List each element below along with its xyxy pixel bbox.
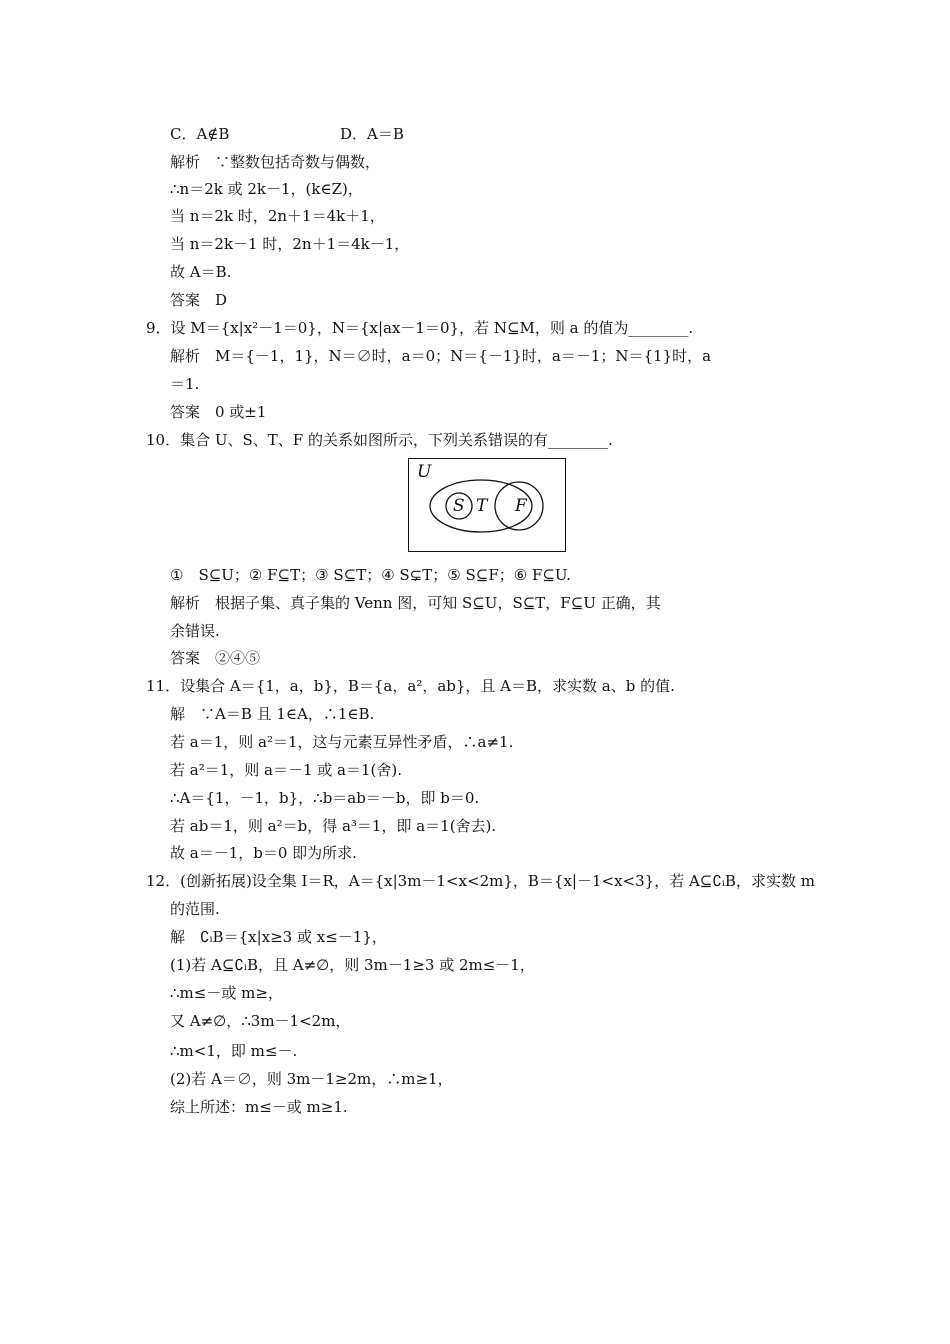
solution-line: 解 ∁ᵢB＝{x|x≥3 或 x≤－1}， [170, 928, 387, 946]
venn-diagram [408, 458, 566, 552]
set-f-label: F [515, 496, 527, 516]
answer-line: 答案 0 或±1 [170, 403, 267, 421]
answer-line: 答案 ②④⑤ [170, 649, 261, 667]
text-line: 若 ab＝1，则 a²＝b，得 a³＝1，即 a＝1(舍去). [170, 817, 497, 835]
text-line: 故 a＝－1，b＝0 即为所求. [170, 844, 357, 862]
option-c: C．A∉B [170, 125, 230, 143]
text-line: 若 a＝1，则 a²＝1，这与元素互异性矛盾，∴a≠1. [170, 733, 514, 751]
text-line: ＝1. [170, 375, 200, 393]
text-line: 余错误. [170, 622, 220, 640]
text-line: ∴m<1，即 m≤－. [170, 1042, 298, 1060]
analysis-line: 解析 根据子集、真子集的 Venn 图，可知 S⊆U，S⊆T，F⊆U 正确，其 [170, 594, 661, 612]
text-line: (1)若 A⊆∁ᵢB，且 A≠∅，则 3m－1≥3 或 2m≤－1， [170, 956, 535, 974]
venn-shapes [409, 459, 567, 553]
question-12: 12．(创新拓展)设全集 I＝R，A＝{x|3m－1<x<2m}，B＝{x|－1<x<3}，若 A⊆∁ᵢB，求实数 m [146, 872, 815, 890]
analysis-line: 解析 M＝{－1，1}，N＝∅时，a＝0；N＝{－1}时，a＝－1；N＝{1}时，a [170, 347, 712, 365]
question-11: 11．设集合 A＝{1，a，b}，B＝{a，a²，ab}，且 A＝B，求实数 a、b 的值. [146, 677, 675, 695]
text-line: 当 n＝2k 时，2n＋1＝4k＋1， [170, 207, 385, 225]
answer-line: 答案 D [170, 291, 228, 309]
text-line: ∴n＝2k 或 2k－1，(k∈Z)， [170, 180, 363, 198]
question-10: 10．集合 U、S、T、F 的关系如图所示，下列关系错误的有________. [146, 431, 613, 449]
text-line: 又 A≠∅，∴3m－1<2m， [170, 1012, 351, 1030]
option-d: D．A＝B [340, 125, 404, 143]
analysis-line: 解析 ∵整数包括奇数与偶数， [170, 153, 381, 171]
text-line: (2)若 A＝∅，则 3m－1≥2m，∴m≥1， [170, 1070, 453, 1088]
text-line: ∴m≤－或 m≥， [170, 984, 283, 1002]
text-line: 的范围. [170, 900, 220, 918]
text-line: 综上所述：m≤－或 m≥1. [170, 1098, 348, 1116]
set-s-label: S [453, 496, 465, 516]
options-line: ① S⊆U；② F⊆T；③ S⊆T；④ S⊊T；⑤ S⊆F；⑥ F⊆U. [170, 566, 571, 584]
text-line: ∴A＝{1，－1，b}，∴b＝ab＝－b，即 b＝0. [170, 789, 480, 807]
text-line: 当 n＝2k－1 时，2n＋1＝4k－1， [170, 235, 410, 253]
text-line: 故 A＝B. [170, 263, 232, 281]
set-t-label: T [476, 496, 488, 516]
question-9: 9．设 M＝{x|x²－1＝0}，N＝{x|ax－1＝0}，若 N⊆M，则 a 的值为________. [146, 319, 694, 337]
set-u-label: U [417, 462, 432, 482]
solution-line: 解 ∵A＝B 且 1∈A，∴1∈B. [170, 705, 375, 723]
text-line: 若 a²＝1，则 a＝－1 或 a＝1(舍). [170, 761, 403, 779]
